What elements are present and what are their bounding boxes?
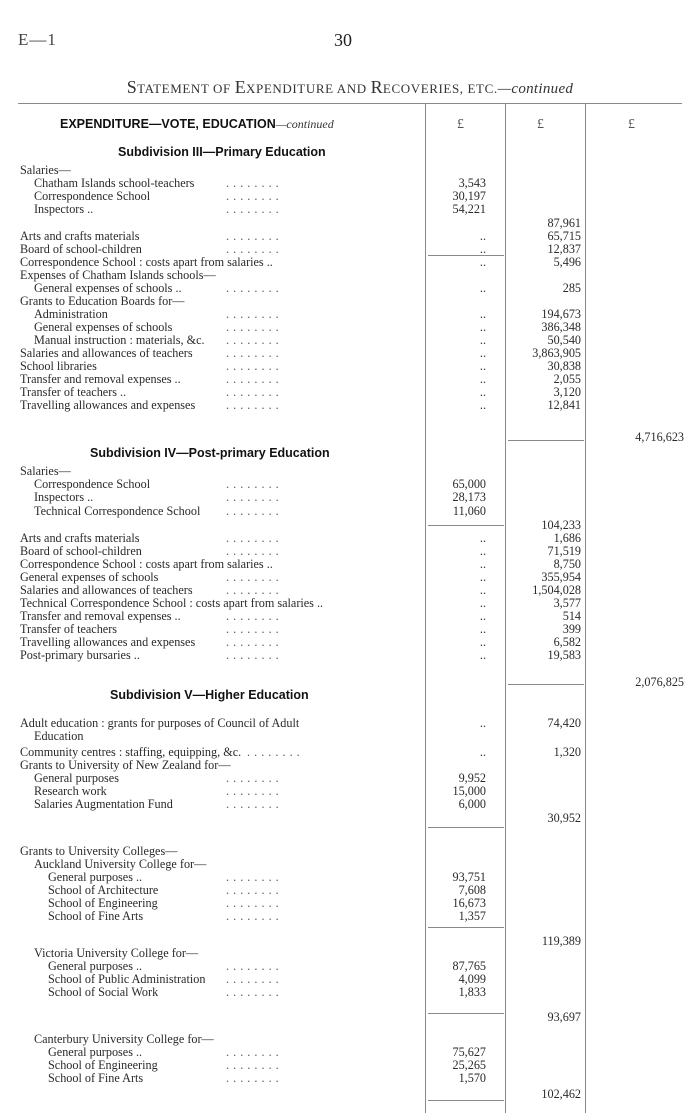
- row-label: Travelling allowances and expenses: [20, 398, 196, 412]
- table-row: [0, 870, 700, 884]
- row-label: Correspondence School: [34, 189, 151, 203]
- row-label: Canterbury University College for—: [34, 1032, 214, 1046]
- amount-c2: 104,233: [541, 518, 581, 532]
- table-row: [0, 635, 700, 649]
- dot-leader: . . . . . . . .: [226, 398, 280, 412]
- amount-c1: 28,173: [452, 490, 486, 504]
- table-row: [0, 307, 700, 321]
- row-label: General purposes: [34, 771, 119, 785]
- amount-c2: 50,540: [547, 333, 581, 347]
- amount-c1: ..: [479, 648, 486, 662]
- amount-c1: 30,197: [452, 189, 486, 203]
- table-row: [0, 1045, 700, 1059]
- amount-c1: 75,627: [452, 1045, 486, 1059]
- amount-c2: 386,348: [541, 320, 581, 334]
- row-label: Grants to Education Boards for—: [20, 294, 185, 308]
- row-label: General purposes ..: [48, 870, 143, 884]
- total-rule: [428, 827, 504, 828]
- amount-c2: 3,577: [553, 596, 581, 610]
- row-label: Correspondence School : costs apart from salaries ..: [20, 255, 273, 269]
- row-label: Transfer of teachers: [20, 622, 118, 636]
- subdivision-iv-label: Subdivision IV—Post-primary Education: [90, 446, 330, 460]
- amount-c2: 12,837: [547, 242, 581, 256]
- dot-leader: . . . . . . . .: [226, 609, 280, 623]
- amount-c1: ..: [479, 372, 486, 386]
- amount-c1: ..: [479, 333, 486, 347]
- row-label: Salaries Augmentation Fund: [34, 797, 173, 811]
- table-heading: [60, 117, 334, 132]
- row-label: Community centres : staffing, equipping, &c.: [20, 745, 242, 759]
- dot-leader: . . . . . . . .: [226, 896, 280, 910]
- dot-leader: . . . . . . . .: [226, 771, 280, 785]
- amount-c2: 194,673: [541, 307, 581, 321]
- table-row: [0, 1071, 700, 1085]
- amount-c1: 6,000: [458, 797, 486, 811]
- row-label: Salaries and allowances of teachers: [20, 583, 193, 597]
- row-label: Chatham Islands school-teachers: [34, 176, 195, 190]
- dot-leader: . . . . . . . .: [226, 346, 280, 360]
- table-row: [0, 570, 700, 584]
- amount-c1: ..: [479, 307, 486, 321]
- amount-c2: 1,320: [553, 745, 581, 759]
- amount-c1: ..: [479, 346, 486, 360]
- amount-c2: 119,389: [541, 934, 581, 948]
- row-label: Transfer of teachers ..: [20, 385, 127, 399]
- table-heading-label: EXPENDITURE—VOTE, EDUCATION: [60, 117, 276, 131]
- amount-c1: 9,952: [458, 771, 486, 785]
- table-row: [0, 281, 700, 295]
- row-label: Manual instruction : materials, &c.: [34, 333, 205, 347]
- table-row: [0, 385, 700, 399]
- row-label: General expenses of schools ..: [34, 281, 182, 295]
- amount-c1: ..: [479, 745, 486, 759]
- amount-c2: 355,954: [541, 570, 581, 584]
- table-row: [0, 333, 700, 347]
- dot-leader: . . . . . . . .: [247, 745, 301, 759]
- dot-leader: . . . . . . . .: [226, 972, 280, 986]
- amount-c2: 87,961: [547, 216, 581, 230]
- amount-c1: 7,608: [458, 883, 486, 897]
- amount-c2: 3,863,905: [532, 346, 581, 360]
- row-label: Research work: [34, 784, 107, 798]
- table-row: [0, 268, 700, 282]
- dot-leader: . . . . . . . .: [226, 1071, 280, 1085]
- row-label: Board of school-children: [20, 544, 142, 558]
- amount-c1: 11,060: [452, 504, 486, 518]
- amount-c2: 285: [562, 281, 581, 295]
- dot-leader: . . . . . . . .: [226, 202, 280, 216]
- amount-c2: 19,583: [547, 648, 581, 662]
- page-title: [0, 77, 700, 98]
- row-label: Salaries and allowances of teachers: [20, 346, 193, 360]
- title-continued: —continued: [497, 81, 574, 97]
- amount-c2: 514: [562, 609, 581, 623]
- column-1-currency: £: [457, 117, 464, 132]
- row-label: Inspectors ..: [34, 490, 94, 504]
- dot-leader: . . . . . . . .: [226, 622, 280, 636]
- amount-c2: 1,686: [553, 531, 581, 545]
- row-label: Board of school-children: [20, 242, 142, 256]
- page-number: 30: [334, 30, 352, 50]
- row-label: Technical Correspondence School: [34, 504, 201, 518]
- table-row: [0, 320, 700, 334]
- table-row: [0, 490, 700, 504]
- row-label: Technical Correspondence School : costs apart from salaries ..: [20, 596, 324, 610]
- table-row: [0, 883, 700, 897]
- dot-leader: . . . . . . . .: [226, 544, 280, 558]
- table-row: [0, 857, 700, 871]
- table-row: [0, 797, 700, 811]
- amount-c1: ..: [479, 255, 486, 269]
- table-row: [0, 675, 700, 689]
- amount-c1: 16,673: [452, 896, 486, 910]
- amount-c1: 65,000: [452, 477, 486, 491]
- amount-c1: 25,265: [452, 1058, 486, 1072]
- row-label: School of Fine Arts: [48, 909, 144, 923]
- amount-c1: 4,099: [458, 972, 486, 986]
- table-row: [0, 359, 700, 373]
- total-rule: [428, 927, 504, 928]
- dot-leader: . . . . . . . .: [226, 870, 280, 884]
- amount-c1: ..: [479, 622, 486, 636]
- amount-c1: ..: [479, 570, 486, 584]
- amount-c2: 3,120: [553, 385, 581, 399]
- table-heading-continued: —continued: [275, 117, 334, 131]
- row-label: Correspondence School: [34, 477, 151, 491]
- dot-leader: . . . . . . . .: [226, 909, 280, 923]
- table-row: [0, 229, 700, 243]
- table-row: [0, 622, 700, 636]
- dot-leader: . . . . . . . .: [226, 176, 280, 190]
- header-rule: [18, 103, 682, 104]
- amount-c2: 5,496: [553, 255, 581, 269]
- amount-c1: ..: [479, 716, 486, 730]
- amount-c2: 30,838: [547, 359, 581, 373]
- amount-c1: 1,570: [458, 1071, 486, 1085]
- table-row: [0, 985, 700, 999]
- amount-c1: ..: [479, 557, 486, 571]
- table-row: [0, 477, 700, 491]
- row-label: Adult education : grants for purposes of Council of Adult: [20, 716, 300, 730]
- dot-leader: . . . . . . . .: [226, 281, 280, 295]
- table-row: [0, 811, 700, 825]
- dot-leader: . . . . . . . .: [226, 385, 280, 399]
- report-reference: E—1: [18, 30, 57, 49]
- row-label: School of Fine Arts: [48, 1071, 144, 1085]
- amount-c1: 3,543: [458, 176, 486, 190]
- table-row: [0, 1087, 700, 1101]
- table-row: [0, 1032, 700, 1046]
- amount-c2: 71,519: [547, 544, 581, 558]
- dot-leader: . . . . . . . .: [226, 797, 280, 811]
- row-label: Transfer and removal expenses ..: [20, 372, 181, 386]
- row-label: Salaries—: [20, 464, 71, 478]
- amount-c1: ..: [479, 635, 486, 649]
- title-initial-s: S: [126, 77, 138, 97]
- row-label: Correspondence School : costs apart from salaries ..: [20, 557, 273, 571]
- dot-leader: . . . . . . . .: [226, 583, 280, 597]
- amount-c2: 12,841: [547, 398, 581, 412]
- dot-leader: . . . . . . . .: [226, 333, 280, 347]
- row-label: General purposes ..: [48, 1045, 143, 1059]
- table-row: [0, 398, 700, 412]
- subdivision-iii-label: Subdivision III—Primary Education: [118, 145, 326, 159]
- table-row: [0, 909, 700, 923]
- dot-leader: . . . . . . . .: [226, 635, 280, 649]
- row-label: General expenses of schools: [20, 570, 159, 584]
- table-row: [0, 1010, 700, 1024]
- row-label: School of Engineering: [48, 896, 158, 910]
- table-row: [0, 372, 700, 386]
- dot-leader: . . . . . . . .: [226, 307, 280, 321]
- amount-c2: 1,504,028: [532, 583, 581, 597]
- row-label: Grants to University Colleges—: [20, 844, 178, 858]
- amount-c2: 30,952: [547, 811, 581, 825]
- dot-leader: . . . . . . . .: [226, 648, 280, 662]
- amount-c2: 8,750: [553, 557, 581, 571]
- dot-leader: . . . . . . . .: [226, 784, 280, 798]
- table-row: [0, 430, 700, 444]
- dot-leader: . . . . . . . .: [226, 1045, 280, 1059]
- table-row: [0, 946, 700, 960]
- row-label: Victoria University College for—: [34, 946, 199, 960]
- dot-leader: . . . . . . . .: [226, 189, 280, 203]
- subdivision-v-label: Subdivision V—Higher Education: [110, 688, 309, 702]
- table-row: [0, 771, 700, 785]
- row-label: School of Public Administration: [48, 972, 206, 986]
- amount-c2: 93,697: [547, 1010, 581, 1024]
- table-row: [0, 648, 700, 662]
- table-row: [0, 346, 700, 360]
- row-label: School of Engineering: [48, 1058, 158, 1072]
- amount-c1: 15,000: [452, 784, 486, 798]
- dot-leader: . . . . . . . .: [226, 490, 280, 504]
- title-part-1: TATEMENT OF: [137, 81, 235, 96]
- amount-c3: 4,716,623: [635, 430, 684, 444]
- amount-c1: ..: [479, 281, 486, 295]
- amount-c1: ..: [479, 531, 486, 545]
- column-2-currency: £: [537, 117, 544, 132]
- table-row: [0, 583, 700, 597]
- table-row: [0, 202, 700, 216]
- table-row: [0, 896, 700, 910]
- table-row: [0, 176, 700, 190]
- row-label: General purposes ..: [48, 959, 143, 973]
- dot-leader: . . . . . . . .: [226, 372, 280, 386]
- row-label: Travelling allowances and expenses: [20, 635, 196, 649]
- table-row: [0, 544, 700, 558]
- table-row: [0, 844, 700, 858]
- row-label: Administration: [34, 307, 108, 321]
- row-label: Auckland University College for—: [34, 857, 207, 871]
- amount-c1: ..: [479, 609, 486, 623]
- amount-c2: 74,420: [547, 716, 581, 730]
- table-row: [0, 189, 700, 203]
- row-label: Salaries—: [20, 163, 71, 177]
- dot-leader: . . . . . . . .: [226, 1058, 280, 1072]
- row-label: School libraries: [20, 359, 97, 373]
- row-label: Inspectors ..: [34, 202, 94, 216]
- dot-leader: . . . . . . . .: [226, 229, 280, 243]
- amount-c1: ..: [479, 229, 486, 243]
- row-label: Post-primary bursaries ..: [20, 648, 140, 662]
- amount-c1: ..: [479, 359, 486, 373]
- table-row: [0, 609, 700, 623]
- title-part-2: XPENDITURE AND: [246, 81, 371, 96]
- dot-leader: . . . . . . . .: [226, 504, 280, 518]
- table-row: [0, 729, 700, 743]
- table-row: [0, 959, 700, 973]
- amount-c1: ..: [479, 320, 486, 334]
- table-row: [0, 784, 700, 798]
- row-label: Arts and crafts materials: [20, 229, 140, 243]
- amount-c1: ..: [479, 544, 486, 558]
- amount-c1: 54,221: [452, 202, 486, 216]
- table-row: [0, 518, 700, 532]
- amount-c1: ..: [479, 242, 486, 256]
- title-part-3: ECOVERIES, ETC.: [382, 81, 498, 96]
- table-row: [0, 758, 700, 772]
- table-row: [0, 294, 700, 308]
- row-label: Grants to University of New Zealand for—: [20, 758, 231, 772]
- table-row: [0, 504, 700, 518]
- amount-c1: 1,357: [458, 909, 486, 923]
- row-label: Expenses of Chatham Islands schools—: [20, 268, 216, 282]
- row-label: Education: [34, 729, 84, 743]
- amount-c1: ..: [479, 398, 486, 412]
- title-initial-r: R: [370, 77, 383, 97]
- amount-c2: 399: [562, 622, 581, 636]
- table-row: [0, 972, 700, 986]
- amount-c1: ..: [479, 385, 486, 399]
- dot-leader: . . . . . . . .: [226, 320, 280, 334]
- title-initial-e: E: [234, 77, 247, 97]
- amount-c2: 65,715: [547, 229, 581, 243]
- table-row: [0, 557, 700, 571]
- row-label: School of Social Work: [48, 985, 159, 999]
- dot-leader: . . . . . . . .: [226, 570, 280, 584]
- amount-c2: 102,462: [541, 1087, 581, 1101]
- row-label: School of Architecture: [48, 883, 159, 897]
- row-label: Arts and crafts materials: [20, 531, 140, 545]
- table-row: [0, 163, 700, 177]
- amount-c1: 87,765: [452, 959, 486, 973]
- table-row: [0, 216, 700, 230]
- column-3-currency: £: [628, 117, 635, 132]
- table-row: [0, 745, 700, 759]
- amount-c3: 2,076,825: [635, 675, 684, 689]
- dot-leader: . . . . . . . .: [226, 531, 280, 545]
- amount-c2: 2,055: [553, 372, 581, 386]
- row-label: Transfer and removal expenses ..: [20, 609, 181, 623]
- table-row: [0, 255, 700, 269]
- amount-c1: ..: [479, 596, 486, 610]
- dot-leader: . . . . . . . .: [226, 359, 280, 373]
- dot-leader: . . . . . . . .: [226, 959, 280, 973]
- table-row: [0, 531, 700, 545]
- table-row: [0, 596, 700, 610]
- amount-c1: ..: [479, 583, 486, 597]
- amount-c1: 93,751: [452, 870, 486, 884]
- table-row: [0, 464, 700, 478]
- amount-c2: 6,582: [553, 635, 581, 649]
- dot-leader: . . . . . . . .: [226, 477, 280, 491]
- dot-leader: . . . . . . . .: [226, 242, 280, 256]
- dot-leader: . . . . . . . .: [226, 985, 280, 999]
- amount-c1: 1,833: [458, 985, 486, 999]
- dot-leader: . . . . . . . .: [226, 883, 280, 897]
- row-label: General expenses of schools: [34, 320, 173, 334]
- table-row: [0, 1058, 700, 1072]
- table-row: [0, 242, 700, 256]
- table-row: [0, 716, 700, 730]
